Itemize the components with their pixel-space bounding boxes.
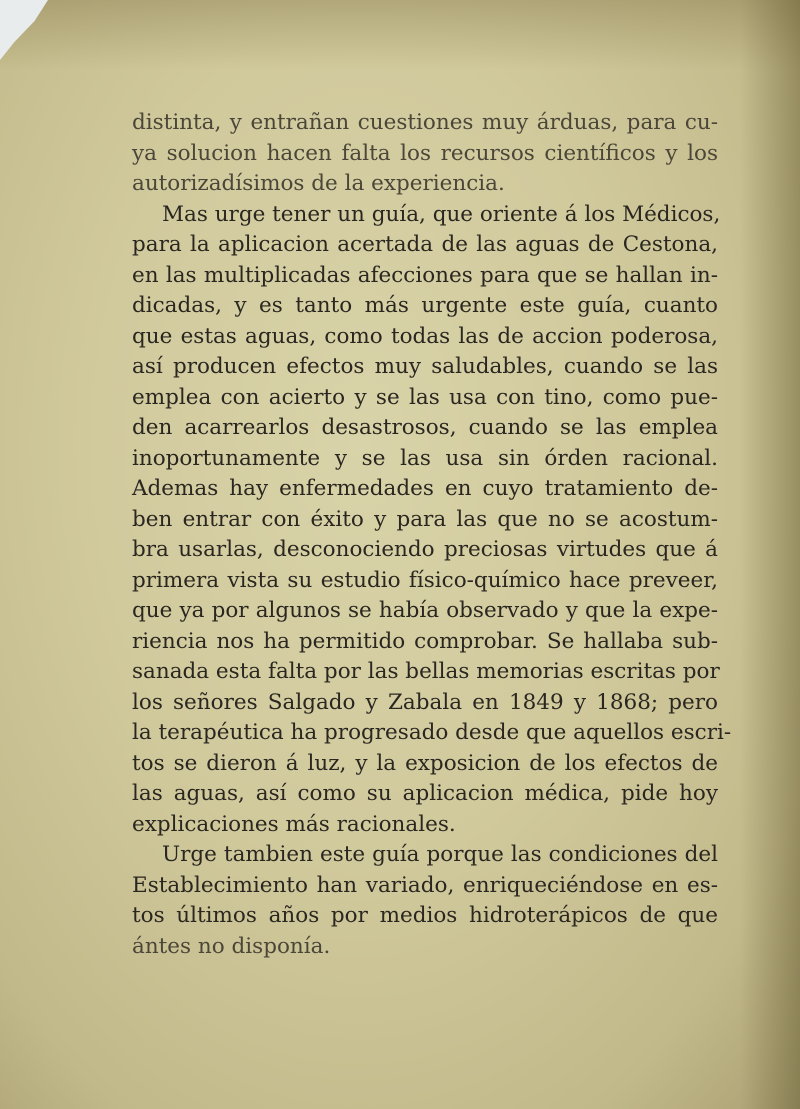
text-line: inoportunamente y se las usa sin órden racional. bbox=[132, 445, 718, 471]
text-line: Urge tambien este guía porque las condiciones del bbox=[162, 842, 718, 867]
text-line: así producen efectos muy saludables, cuando se las bbox=[132, 354, 718, 379]
text-line: primera vista su estudio físico-químico hace preveer, bbox=[132, 567, 718, 593]
text-line: autorizadísimos de la experiencia. bbox=[132, 171, 505, 196]
text-line: Mas urge tener un guía, que oriente á los Médicos, bbox=[162, 201, 721, 227]
body-text bbox=[132, 108, 732, 962]
text-line: emplea con acierto y se las usa con tino, como pue- bbox=[132, 384, 718, 410]
text-line: para la aplicacion acertada de las aguas de Cestona, bbox=[132, 232, 718, 257]
text-line: ben entrar con éxito y para las que no se acostum- bbox=[132, 506, 718, 532]
text-line: sanada esta falta por las bellas memorias escritas por bbox=[132, 659, 720, 684]
text-line: den acarrearlos desastrosos, cuando se las emplea bbox=[132, 415, 718, 440]
text-line: que estas aguas, como todas las de accion poderosa, bbox=[132, 323, 718, 349]
page-stain-top bbox=[0, 0, 800, 70]
text-line: bra usarlas, desconociendo preciosas virtudes que á bbox=[132, 537, 718, 562]
text-line: dicadas, y es tanto más urgente este guía, cuanto bbox=[132, 293, 718, 318]
text-line: que ya por algunos se había observado y que la expe- bbox=[132, 598, 718, 623]
text-line: ántes no disponía. bbox=[132, 933, 331, 959]
text-line: Establecimiento han variado, enriqueciéndose en es- bbox=[132, 872, 718, 898]
page-stain-right bbox=[740, 0, 800, 1109]
text-line: las aguas, así como su aplicacion médica, pide hoy bbox=[132, 781, 718, 806]
text-line: los señores Salgado y Zabala en 1849 y 1868; pero bbox=[132, 689, 718, 715]
text-line: tos últimos años por medios hidroterápicos de que bbox=[132, 903, 718, 928]
text-line: Ademas hay enfermedades en cuyo tratamiento de- bbox=[132, 476, 718, 501]
text-line: tos se dieron á luz, y la exposicion de los efectos de bbox=[132, 750, 718, 776]
text-line: ya solucion hacen falta los recursos científicos y los bbox=[132, 140, 718, 166]
text-line: en las multiplicadas afecciones para que se hallan in- bbox=[132, 262, 718, 288]
text-line: la terapéutica ha progresado desde que aquellos escri- bbox=[132, 720, 732, 745]
text-line: riencia nos ha permitido comprobar. Se hallaba sub- bbox=[132, 628, 718, 654]
text-line: explicaciones más racionales. bbox=[132, 811, 456, 837]
text-line: distinta, y entrañan cuestiones muy árduas, para cu- bbox=[132, 110, 718, 135]
